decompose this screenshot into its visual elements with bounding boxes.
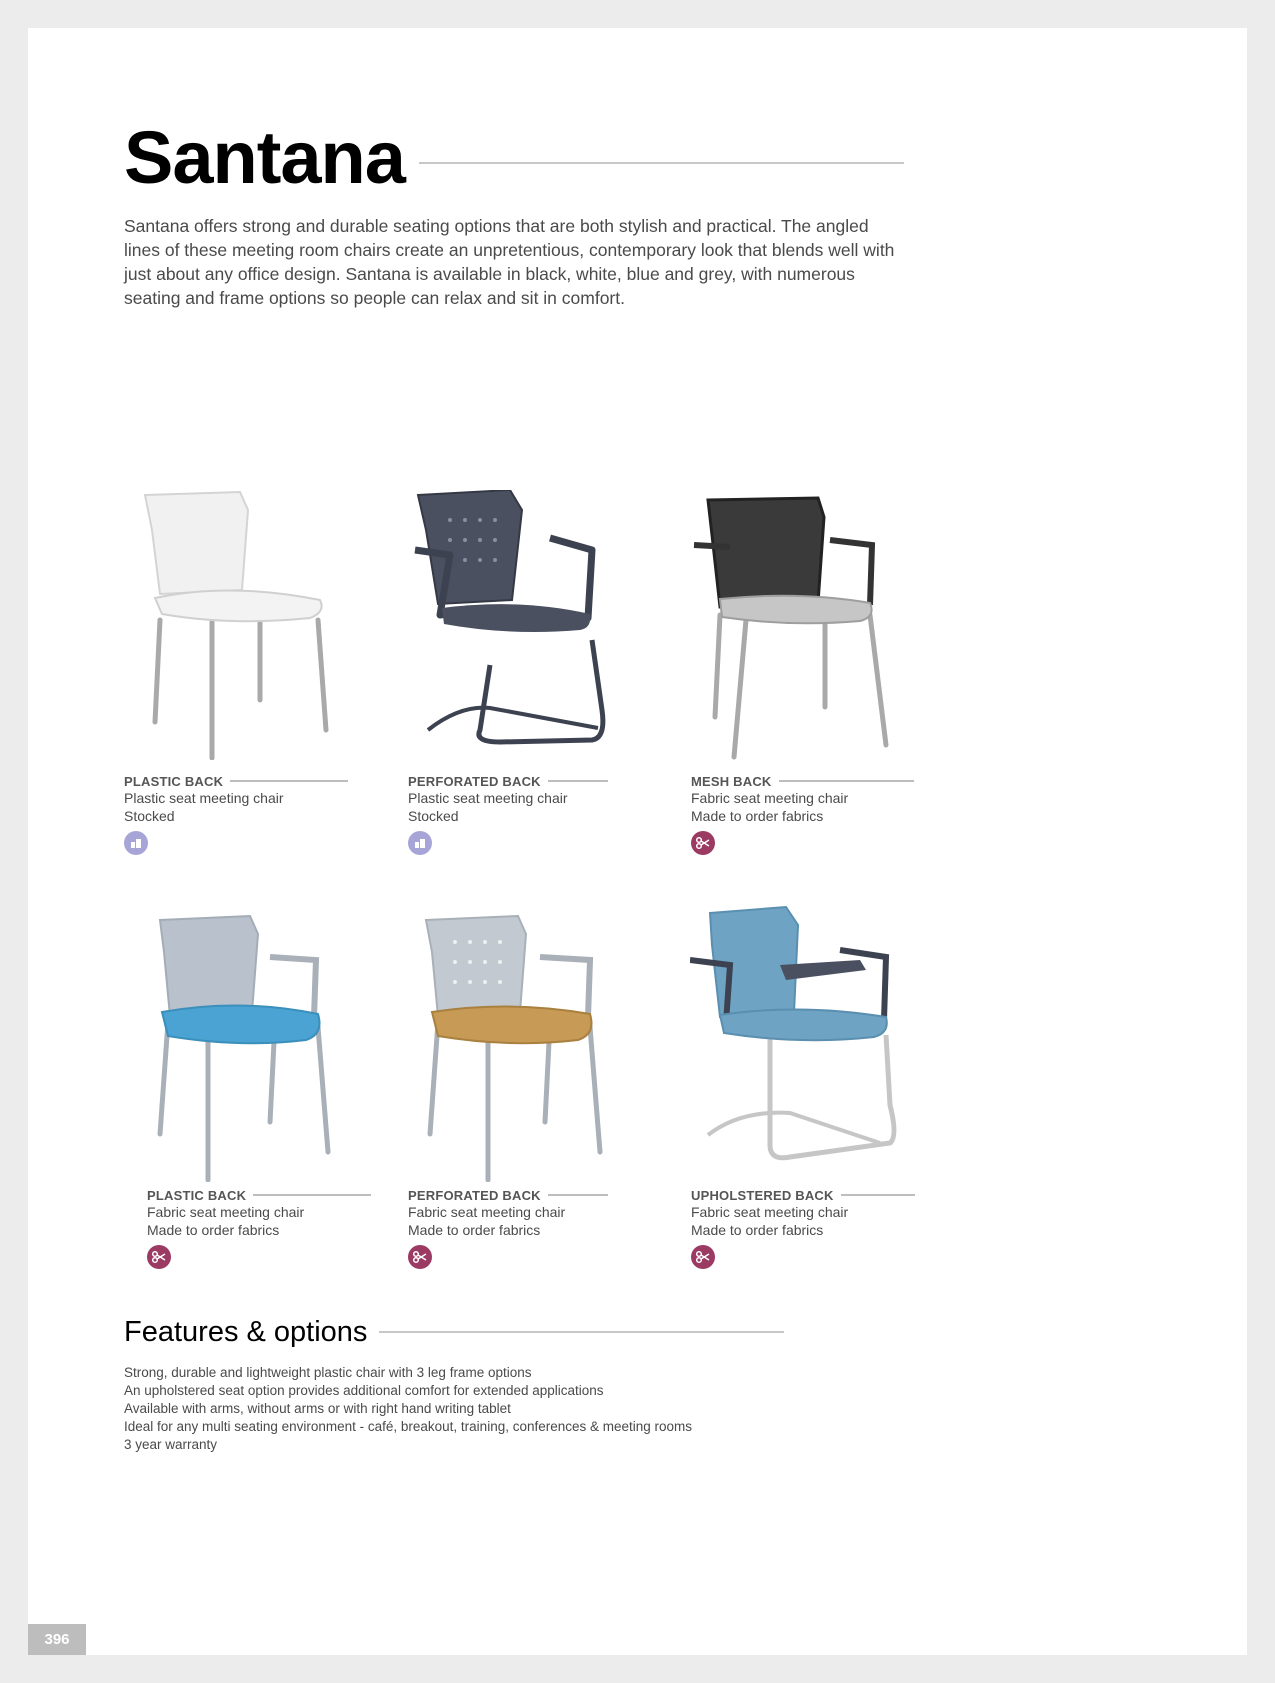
product-card [147, 1187, 371, 1269]
product-description: Plastic seat meeting chair [408, 790, 568, 806]
product-card [691, 1187, 915, 1269]
chair-image-mesh-back [690, 495, 920, 765]
product-availability: Made to order fabrics [408, 1222, 541, 1238]
title-divider [419, 162, 904, 164]
stocked-icon [408, 831, 432, 855]
features-title: Features & options [124, 1315, 368, 1348]
product-title: PLASTIC BACK [124, 773, 224, 789]
scissors-icon [408, 1245, 432, 1269]
scissors-icon [691, 831, 715, 855]
product-availability: Made to order fabrics [691, 808, 824, 824]
product-availability: Made to order fabrics [147, 1222, 280, 1238]
product-description: Fabric seat meeting chair [147, 1204, 305, 1220]
page-number: 396 [28, 1624, 86, 1655]
product-description: Fabric seat meeting chair [691, 1204, 849, 1220]
features-list [124, 1364, 692, 1454]
product-title: PERFORATED BACK [408, 1187, 541, 1203]
product-description: Plastic seat meeting chair [124, 790, 284, 806]
chair-image-upholstered-back-tablet [690, 905, 920, 1175]
product-title: MESH BACK [691, 773, 772, 789]
title-row [124, 118, 904, 198]
product-divider [253, 1194, 371, 1196]
features-divider [379, 1331, 784, 1333]
product-divider [230, 780, 348, 782]
product-card [408, 773, 608, 855]
feature-item: 3 year warranty [124, 1437, 218, 1452]
product-availability: Stocked [124, 808, 175, 824]
product-availability: Made to order fabrics [691, 1222, 824, 1238]
page-title: Santana [124, 116, 405, 199]
product-divider [779, 780, 914, 782]
product-description: Fabric seat meeting chair [691, 790, 849, 806]
product-title: PERFORATED BACK [408, 773, 541, 789]
product-divider [841, 1194, 915, 1196]
product-availability: Stocked [408, 808, 459, 824]
chair-image-plastic-back-white [130, 490, 360, 760]
feature-item: An upholstered seat option provides additional comfort for extended applications [124, 1383, 604, 1398]
product-title: UPHOLSTERED BACK [691, 1187, 834, 1203]
chair-image-perforated-back-dark [410, 490, 640, 760]
feature-item: Ideal for any multi seating environment - café, breakout, training, conferences & meeting rooms [124, 1419, 693, 1434]
product-card [691, 773, 914, 855]
product-title: PLASTIC BACK [147, 1187, 247, 1203]
chair-image-perforated-back-tan-seat [410, 912, 640, 1182]
chair-image-plastic-back-blue-seat [140, 912, 370, 1182]
feature-item: Strong, durable and lightweight plastic chair with 3 leg frame options [124, 1365, 532, 1380]
product-divider [548, 780, 608, 782]
product-description: Fabric seat meeting chair [408, 1204, 566, 1220]
product-card [408, 1187, 608, 1269]
feature-item: Available with arms, without arms or with right hand writing tablet [124, 1401, 511, 1416]
product-divider [548, 1194, 608, 1196]
scissors-icon [691, 1245, 715, 1269]
stocked-icon [124, 831, 148, 855]
product-card [124, 773, 348, 855]
features-heading-row [124, 1312, 784, 1352]
intro-paragraph: Santana offers strong and durable seating options that are both stylish and practical. The angled lines of these meeting room chairs create an unpretentious, contemporary look that blends well with just about any office design. Santana is available in black, white, blue and grey, with numerous seating and frame options so people can relax and sit in comfort. [124, 216, 895, 308]
scissors-icon [147, 1245, 171, 1269]
